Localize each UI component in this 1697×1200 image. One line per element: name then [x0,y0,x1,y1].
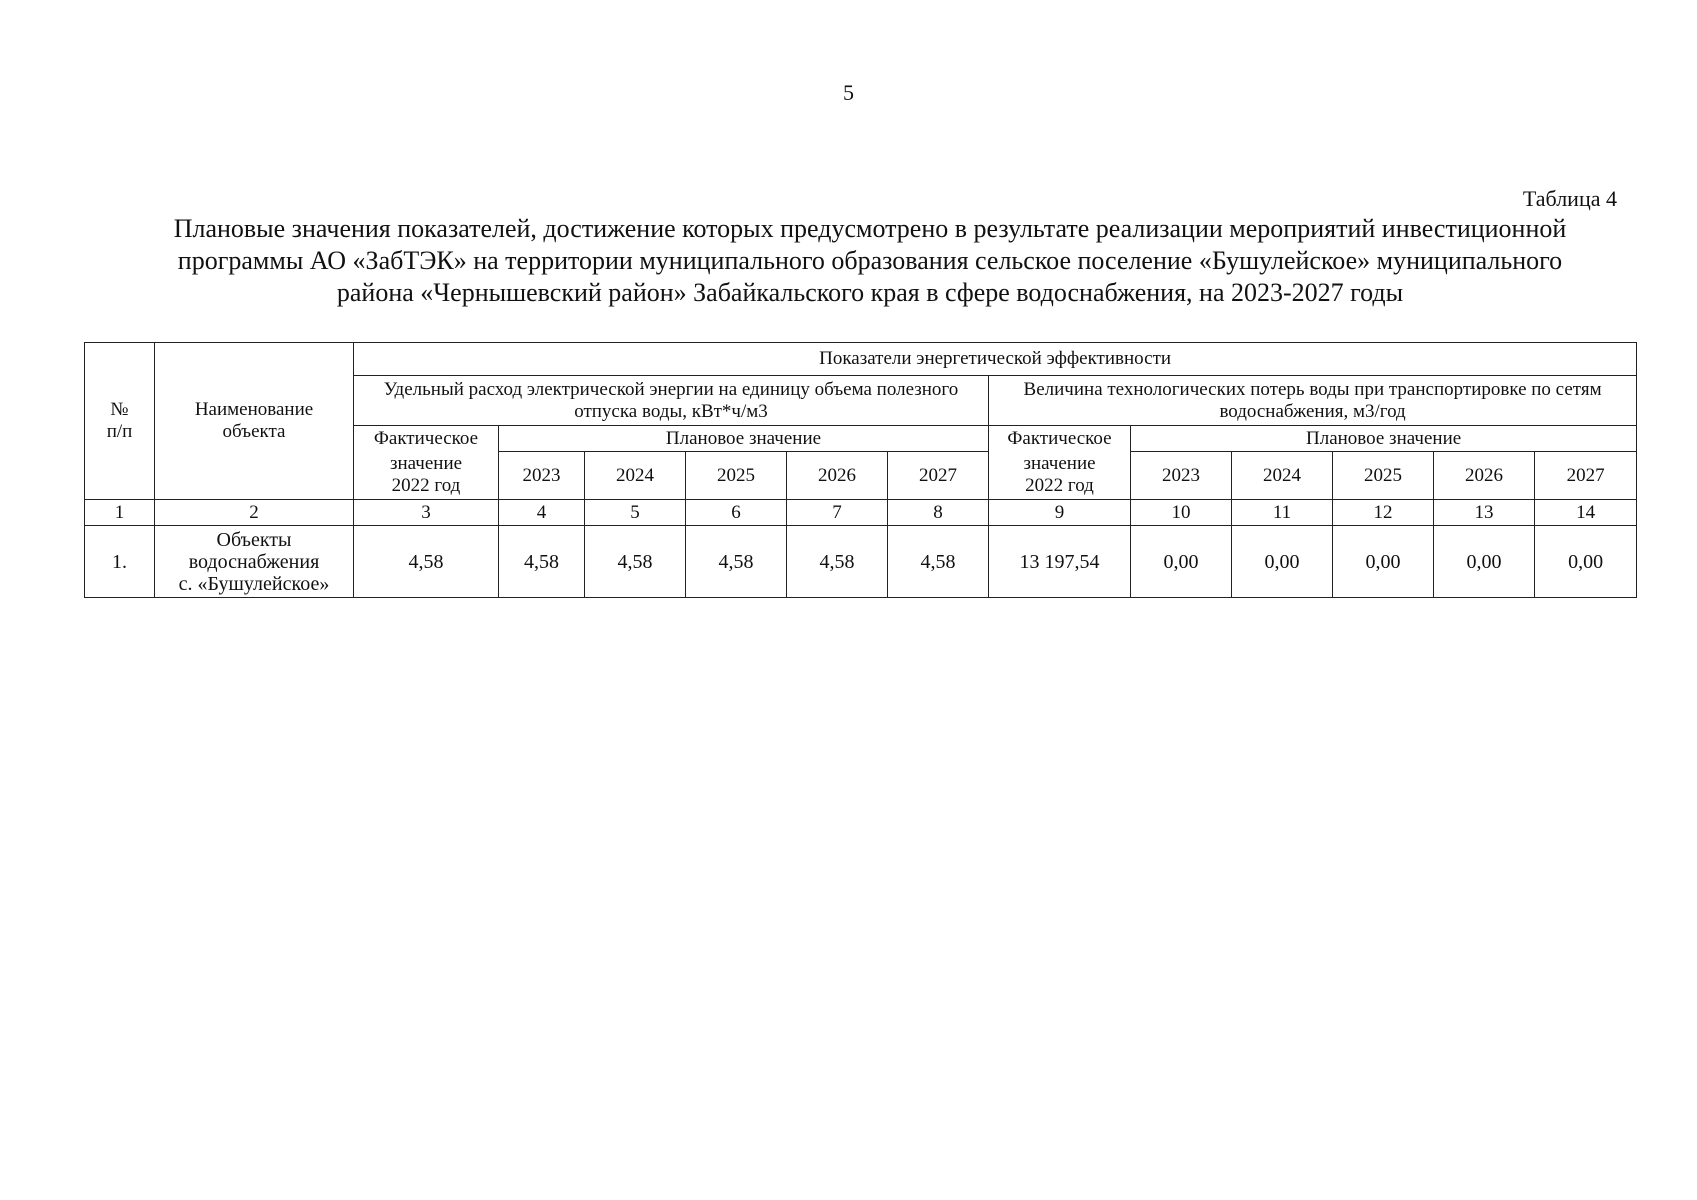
header-b-fact-bottom: значение 2022 год [989,452,1131,500]
column-index: 5 [585,500,686,526]
header-water-losses: Величина технологических потерь воды при транспортировке по сетям водоснабжения, м3/год [989,376,1637,426]
row-a-plan: 4,58 [686,526,787,598]
row-b-plan: 0,00 [1131,526,1232,598]
row-a-plan: 4,58 [499,526,585,598]
row-a-plan: 4,58 [787,526,888,598]
header-b-year: 2026 [1434,452,1535,500]
page-number: 5 [843,80,854,105]
header-energy-efficiency: Показатели энергетической эффективности [354,343,1637,376]
row-a-fact: 4,58 [354,526,499,598]
header-row-1 [85,343,1637,376]
row-b-plan: 0,00 [1232,526,1333,598]
row-a-plan: 4,58 [888,526,989,598]
column-index: 12 [1333,500,1434,526]
column-index: 13 [1434,500,1535,526]
header-b-year: 2027 [1535,452,1637,500]
header-a-year: 2024 [585,452,686,500]
header-b-year: 2024 [1232,452,1333,500]
column-index: 2 [155,500,354,526]
row-a-plan: 4,58 [585,526,686,598]
column-index: 9 [989,500,1131,526]
column-index: 11 [1232,500,1333,526]
header-a-fact-bottom: значение 2022 год [354,452,499,500]
column-index-row [85,500,1637,526]
column-index: 1 [85,500,155,526]
column-index: 4 [499,500,585,526]
table-row [85,526,1637,598]
row-b-plan: 0,00 [1434,526,1535,598]
column-index: 14 [1535,500,1637,526]
indicators-table [84,342,1637,598]
header-a-plan: Плановое значение [499,426,989,452]
header-number: № п/п [85,343,155,500]
column-index: 7 [787,500,888,526]
column-index: 3 [354,500,499,526]
row-object-name: Объекты водоснабжения с. «Бушулейское» [155,526,354,598]
header-a-fact-top: Фактическое [354,426,499,452]
document-title: Плановые значения показателей, достижение которых предусмотрено в результате реализации мероприятий инвестиционной программы АО «ЗабТЭК» на территории муниципального образования сельское поселение «Бушулейское» муниципального района «Чернышевский район» Забайкальского края в сфере водоснабжения, на 2023-2027 годы [173,214,1567,307]
header-object-name: Наименование объекта [155,343,354,500]
header-b-plan: Плановое значение [1131,426,1637,452]
row-b-plan: 0,00 [1535,526,1637,598]
header-electricity-consumption: Удельный расход электрической энергии на единицу объема полезного отпуска воды, кВт*ч/м3 [354,376,989,426]
column-index: 6 [686,500,787,526]
row-number: 1. [85,526,155,598]
column-index: 8 [888,500,989,526]
header-b-fact-top: Фактическое [989,426,1131,452]
header-a-year: 2027 [888,452,989,500]
header-a-year: 2025 [686,452,787,500]
header-b-year: 2025 [1333,452,1434,500]
header-b-year: 2023 [1131,452,1232,500]
table-label: Таблица 4 [1522,186,1617,211]
header-a-year: 2026 [787,452,888,500]
row-b-fact: 13 197,54 [989,526,1131,598]
header-a-year: 2023 [499,452,585,500]
row-b-plan: 0,00 [1333,526,1434,598]
column-index: 10 [1131,500,1232,526]
